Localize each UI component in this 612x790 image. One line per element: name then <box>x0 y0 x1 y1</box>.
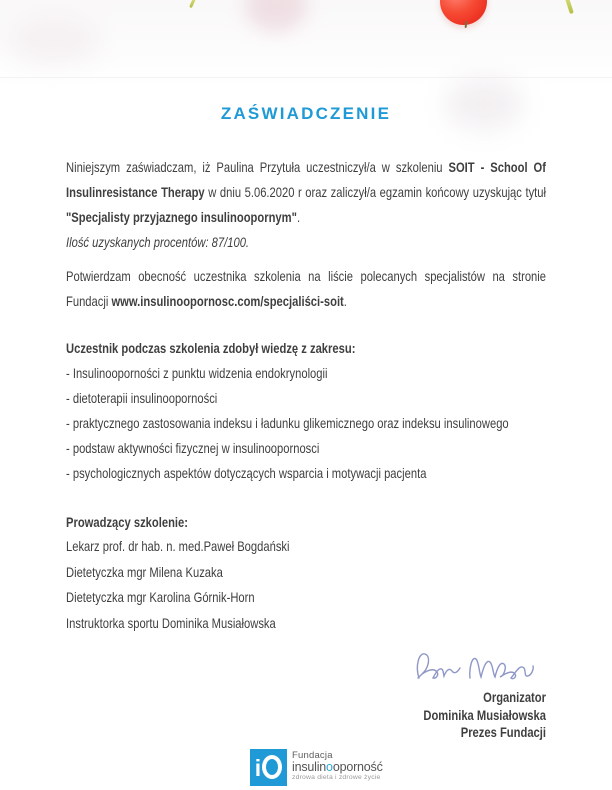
knowledge-item: - psychologicznych aspektów dotyczących wsparcia i motywacji pacjenta <box>66 465 427 481</box>
handwritten-signature <box>412 644 537 692</box>
knowledge-item: - podstaw aktywności fizycznej w insulinoopornosci <box>66 440 320 456</box>
foundation-name-line2: insulinooporność <box>292 760 383 774</box>
trainer-item: Lekarz prof. dr hab. n. med.Paweł Bogdański <box>66 538 290 554</box>
knowledge-list <box>66 361 546 486</box>
trainer-item: Dietetyczka mgr Milena Kuzaka <box>66 563 223 580</box>
organizer-block <box>66 689 546 742</box>
foundation-tagline: zdrowa dieta i zdrowe życie <box>292 774 381 781</box>
trainer-item: Instruktorka sportu Dominika Musiałowska <box>66 614 276 631</box>
background-blur <box>8 18 100 64</box>
trainers-heading: Prowadzący szkolenie: <box>66 514 189 530</box>
intro-paragraph <box>66 155 546 230</box>
foundation-name-line1: Fundacja <box>292 750 333 761</box>
intro-text: w dniu 5.06.2020 r oraz zaliczył/a egzamin końcowy uzyskując tytuł <box>204 184 547 200</box>
certificate-title: ZAŚWIADCZENIE <box>220 104 392 123</box>
knowledge-item: - dietoterapii insulinooporności <box>66 390 218 406</box>
training-name: SOIT - School Of Insulinresistance Therapy <box>66 159 546 200</box>
intro-text: Niniejszym zaświadczam, iż Paulina Przytuła uczestniczył/a w szkoleniu <box>66 159 449 175</box>
knowledge-heading: Uczestnik podczas szkolenia zdobył wiedzę z zakresu: <box>66 340 356 356</box>
organizer-name: Dominika Musiałowska <box>423 706 546 723</box>
foundation-logo <box>250 749 383 786</box>
specialists-url: www.insulinoopornosc.com/specjaliści-soit <box>111 293 344 309</box>
confirmation-text: Potwierdzam obecność uczestnika szkolenia na liście polecanych specjalistów na stronie Fundacji <box>66 268 546 309</box>
trainer-item: Dietetyczka mgr Karolina Górnik-Horn <box>66 589 255 605</box>
awarded-title: "Specjalisty przyjaznego insulinoopornym" <box>66 209 297 225</box>
trainers-list <box>66 534 546 636</box>
score-line: Ilość uzyskanych procentów: 87/100. <box>66 234 250 250</box>
organizer-label: Organizator <box>483 689 546 705</box>
intro-text: . <box>296 209 301 225</box>
background-table-edge <box>0 77 612 78</box>
foundation-logo-text <box>292 749 383 782</box>
organizer-role: Prezes Fundacji <box>460 724 546 741</box>
confirmation-paragraph <box>66 264 546 314</box>
knowledge-item: - praktycznego zastosowania indeksu i ładunku glikemicznego oraz indeksu insulinowego <box>66 415 509 431</box>
confirmation-text: . <box>343 293 347 309</box>
knowledge-item: - Insulinooporności z punktu widzenia endokrynologii <box>66 365 328 381</box>
foundation-logo-mark-icon: i <box>250 749 287 786</box>
